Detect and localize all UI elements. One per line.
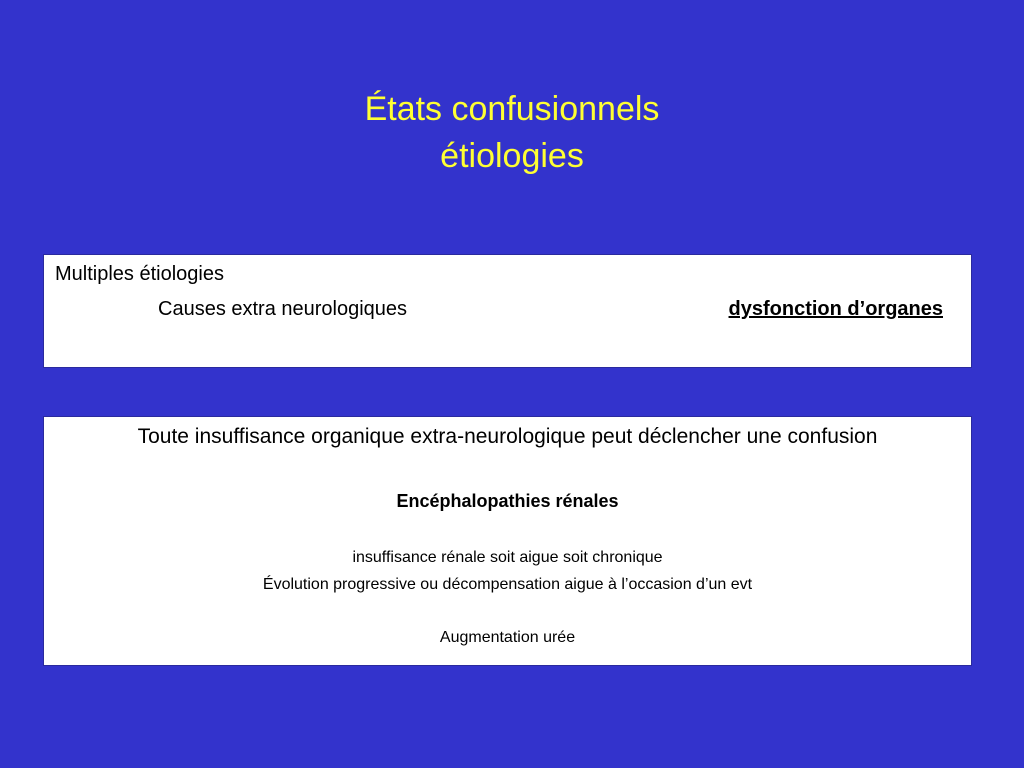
organ-dysfunction-text: dysfonction d’organes <box>728 298 943 320</box>
title-line-2: étiologies <box>440 137 584 175</box>
etiologies-box <box>43 254 972 368</box>
renal-insufficiency-text: insuffisance rénale soit aigue soit chronique <box>352 549 663 566</box>
slide-title <box>0 86 1024 180</box>
title-line-1: États confusionnels <box>364 90 660 128</box>
evolution-text: Évolution progressive ou décompensation aigue à l’occasion d’un evt <box>262 576 753 593</box>
extra-neuro-causes-text: Causes extra neurologiques <box>158 298 408 320</box>
multiple-etiologies-text: Multiples étiologies <box>55 263 224 285</box>
urea-increase-text: Augmentation urée <box>439 629 576 646</box>
renal-encephalopathy-heading: Encéphalopathies rénales <box>396 491 619 511</box>
organ-insufficiency-statement: Toute insuffisance organique extra-neurologique peut déclencher une confusion <box>137 425 878 448</box>
renal-encephalopathy-box <box>43 416 972 666</box>
